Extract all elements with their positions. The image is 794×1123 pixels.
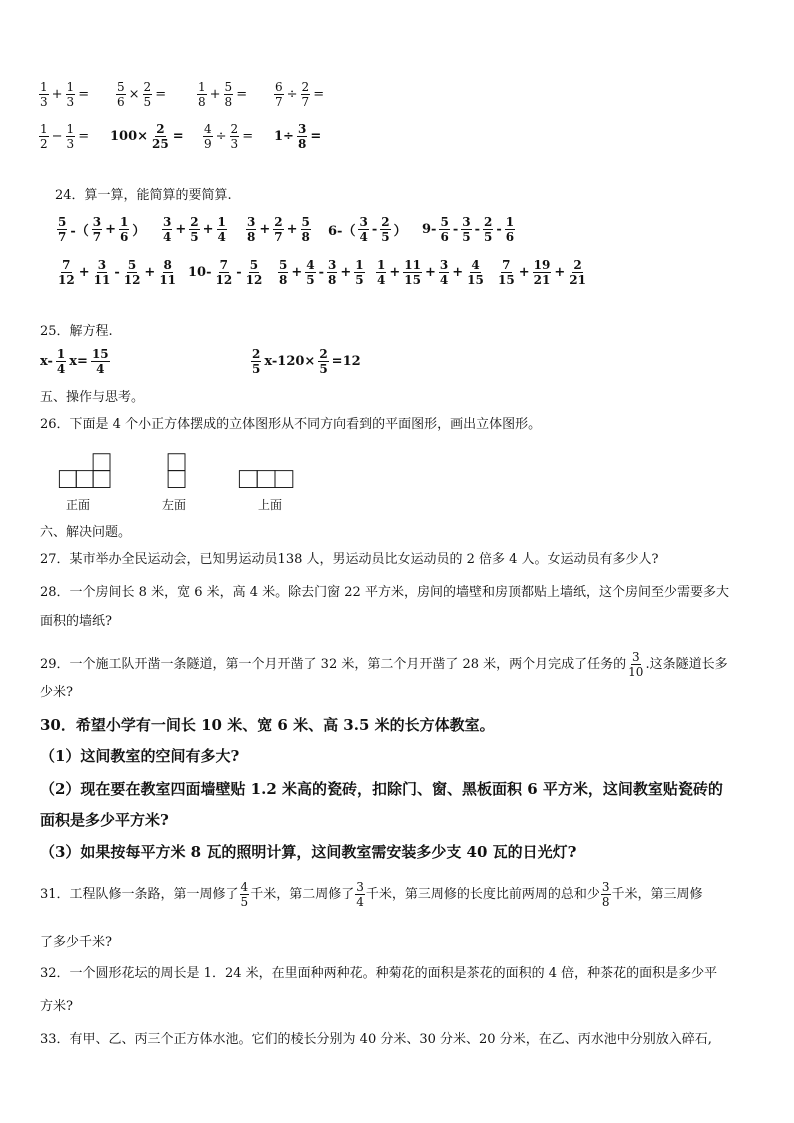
operator: + (209, 87, 221, 102)
denominator: 5 (381, 230, 390, 244)
numerator: 2 (252, 347, 261, 361)
operator: + (51, 87, 63, 102)
expression-prefix: 100× (110, 129, 149, 144)
expression-prefix: 1÷ (274, 129, 294, 144)
q23-expression (196, 80, 249, 109)
q24-expression (56, 215, 147, 244)
expression-text: ） (393, 224, 407, 239)
denominator: 3 (66, 137, 75, 151)
denominator: 5 (143, 95, 152, 109)
denominator: 15 (467, 273, 484, 287)
equals-sign: = (313, 87, 325, 102)
numerator: 3 (297, 122, 307, 136)
denominator: 15 (498, 273, 515, 287)
expression-text: + (144, 265, 156, 280)
numerator: 7 (219, 258, 229, 272)
q31-frac1-numerator: 4 (240, 880, 249, 894)
q25-title: 25．解方程. (40, 324, 113, 339)
q24-expression (326, 215, 409, 244)
q33-text: 33．有甲、乙、丙三个正方体水池。它们的棱长分别为 40 分米、30 分米、20 分米，在乙、丙水池中分别放入碎石, (40, 1032, 712, 1047)
expression-text: + (291, 265, 303, 280)
equals-sign: = (78, 87, 90, 102)
expression-text: - (452, 222, 459, 237)
numerator: 3 (163, 215, 172, 229)
left-view-figure (168, 454, 185, 488)
numerator: 1 (66, 122, 75, 136)
fraction (439, 215, 449, 244)
denominator: 12 (245, 273, 263, 287)
q29-line2: 少米? (40, 685, 73, 700)
denominator: 8 (247, 230, 256, 244)
fraction (301, 215, 311, 244)
numerator: 2 (573, 258, 582, 272)
denominator: 7 (92, 230, 102, 244)
denominator: 5 (483, 230, 493, 244)
numerator: 5 (224, 80, 233, 94)
expression-text: x-120× (264, 354, 316, 369)
numerator: 11 (404, 258, 421, 272)
fraction (358, 215, 368, 244)
equals-sign: = (155, 87, 167, 102)
numerator: 1 (198, 80, 206, 94)
numerator: 7 (502, 258, 511, 272)
denominator: 4 (163, 230, 172, 244)
numerator: 6 (275, 80, 283, 94)
top-view-caption: 上面 (258, 498, 283, 512)
q32-line1: 32．一个圆形花坛的周长是 1．24 米，在里面种两种花。种菊花的面积是茶花的面积的 4 倍，种茶花的面积是多少平 (40, 966, 718, 981)
q31-frac1-denominator: 5 (240, 895, 249, 909)
q29-frac-denominator: 10 (628, 665, 644, 679)
expression-text: - (236, 265, 242, 280)
operator: ÷ (215, 129, 227, 144)
denominator: 25 (152, 137, 169, 151)
expression-text: x- (40, 354, 53, 369)
expression-text: + (259, 222, 271, 237)
q24-expression (186, 258, 264, 287)
numerator: 1 (120, 215, 129, 229)
denominator: 7 (301, 95, 310, 109)
numerator: 5 (279, 258, 288, 272)
fraction (189, 215, 199, 244)
denominator: 3 (66, 95, 75, 109)
numerator: 2 (156, 122, 165, 136)
q24-expression (56, 258, 178, 287)
q29-text-before: 29．一个施工队开凿一条隧道，第一个月开凿了 32 米，第二个月开凿了 28 米，两个月完成了任务的 (40, 656, 627, 672)
numerator: 5 (440, 215, 449, 229)
fraction (297, 122, 307, 151)
numerator: 2 (301, 80, 310, 94)
numerator: 5 (127, 258, 137, 272)
expression-text: + (286, 222, 298, 237)
numerator: 3 (247, 215, 256, 229)
numerator: 4 (306, 258, 315, 272)
q31-fraction-2 (355, 880, 365, 909)
equals-sign: = (310, 129, 322, 144)
expression-text: + (518, 265, 530, 280)
expression-text: - (318, 265, 325, 280)
q24-expression (245, 215, 312, 244)
q23-expression (273, 80, 326, 109)
equals-sign: = (172, 129, 184, 144)
q30-part2-line1: （2）现在要在教室四面墙壁贴 1.2 米高的瓷砖，扣除门、窗、黑板面积 6 平方米，这间教室贴瓷砖的 (40, 780, 723, 798)
q24-title: 24．算一算，能简算的要简算. (55, 188, 232, 203)
denominator: 7 (275, 95, 283, 109)
fraction (217, 215, 227, 244)
denominator: 4 (377, 273, 386, 287)
q31-text-1: 31．工程队修一条路，第一周修了 (40, 886, 239, 902)
denominator: 8 (279, 273, 288, 287)
q26-text: 26．下面是 4 个小正方体摆成的立体图形从不同方向看到的平面图形，画出立体图形。 (40, 417, 542, 432)
denominator: 8 (328, 273, 337, 287)
denominator: 21 (569, 273, 586, 287)
fraction (497, 258, 516, 287)
q31-line1 (40, 880, 703, 909)
denominator: 11 (93, 273, 111, 287)
q31-frac2-denominator: 4 (356, 895, 364, 909)
fraction (66, 122, 76, 151)
fraction (273, 215, 283, 244)
expression-text: - (496, 222, 502, 237)
numerator: 2 (274, 215, 283, 229)
q30-part2-line2: 面积是多少平方米? (40, 811, 169, 829)
fraction (439, 258, 449, 287)
q31-text-3: 千米，第三周修的长度比前两周的总和少 (365, 886, 600, 902)
expression-text: + (554, 265, 566, 280)
fraction (246, 215, 256, 244)
expression-text: 6-（ (328, 224, 356, 239)
q30-title: 30．希望小学有一间长 10 米、宽 6 米、高 3.5 米的长方体教室。 (40, 716, 495, 734)
numerator: 1 (217, 215, 226, 229)
fraction (158, 258, 177, 287)
expression-text: + (175, 222, 187, 237)
denominator: 5 (319, 362, 328, 376)
denominator: 5 (252, 362, 261, 376)
expression-text: - (114, 265, 120, 280)
numerator: 7 (62, 258, 71, 272)
fraction (376, 258, 386, 287)
q29-line1 (40, 650, 728, 679)
expression-text: x= (69, 354, 88, 369)
q25-equation-1 (38, 347, 111, 376)
expression-text: =12 (331, 354, 361, 369)
q23-expression (38, 80, 91, 109)
numerator: 5 (58, 215, 67, 229)
fraction (123, 258, 142, 287)
equals-sign: = (242, 129, 254, 144)
q24-expression (420, 215, 516, 244)
q29-text-after: .这条隧道长多 (645, 656, 728, 672)
denominator: 3 (40, 95, 48, 109)
expression-text: + (424, 265, 436, 280)
denominator: 6 (120, 230, 129, 244)
numerator: 3 (439, 258, 449, 272)
expression-text: + (202, 222, 214, 237)
denominator: 8 (198, 95, 206, 109)
operator: ÷ (286, 87, 298, 102)
numerator: 4 (204, 122, 212, 136)
numerator: 2 (143, 80, 152, 94)
denominator: 5 (190, 230, 199, 244)
fraction (301, 80, 311, 109)
q30-part1: （1）这间教室的空间有多大? (40, 747, 240, 765)
numerator: 15 (91, 347, 109, 361)
numerator: 2 (319, 347, 328, 361)
expression-text: 10- (188, 265, 212, 280)
q24-expression (277, 258, 366, 287)
expression-text: + (78, 265, 90, 280)
q24-expression (496, 258, 588, 287)
fraction (39, 122, 49, 151)
fraction (39, 80, 49, 109)
denominator: 5 (355, 273, 364, 287)
q31-line2: 了多少千米? (40, 935, 112, 950)
expression-text: ） (132, 224, 146, 239)
q31-frac2-numerator: 3 (356, 880, 364, 894)
operator: − (51, 129, 63, 144)
fraction (403, 258, 422, 287)
q28-line2: 面积的墙纸? (40, 614, 112, 629)
numerator: 2 (230, 122, 239, 136)
numerator: 3 (462, 215, 471, 229)
denominator: 11 (159, 273, 177, 287)
denominator: 9 (204, 137, 212, 151)
q27-text: 27．某市举办全民运动会，已知男运动员138 人，男运动员比女运动员的 2 倍多 4 人。女运动员有多少人? (40, 552, 659, 567)
q32-line2: 方米? (40, 999, 73, 1014)
fraction (483, 215, 493, 244)
fraction (505, 215, 515, 244)
denominator: 2 (40, 137, 48, 151)
fraction (274, 80, 284, 109)
fraction (162, 215, 172, 244)
q23-expression (202, 122, 255, 151)
denominator: 4 (439, 273, 449, 287)
q24-expression (375, 258, 486, 287)
denominator: 4 (217, 230, 226, 244)
denominator: 6 (440, 230, 449, 244)
denominator: 7 (274, 230, 283, 244)
left-view-caption: 左面 (162, 498, 187, 512)
fraction (143, 80, 153, 109)
denominator: 12 (58, 273, 75, 287)
fraction (568, 258, 587, 287)
equals-sign: = (78, 129, 90, 144)
q31-text-4: 千米，第三周修 (611, 886, 703, 902)
q29-frac-numerator: 3 (631, 650, 640, 664)
fraction (197, 80, 207, 109)
q24-expression (161, 215, 228, 244)
numerator: 1 (505, 215, 515, 229)
numerator: 2 (190, 215, 199, 229)
numerator: 3 (92, 215, 102, 229)
numerator: 2 (381, 215, 390, 229)
expression-text: - (474, 222, 480, 237)
expression-text: + (340, 265, 352, 280)
front-view-figure (59, 454, 110, 488)
fraction (245, 258, 264, 287)
numerator: 19 (533, 258, 551, 272)
numerator: 8 (163, 258, 172, 272)
expression-text: + (452, 265, 464, 280)
fraction (278, 258, 288, 287)
q23-expression (272, 122, 323, 151)
fraction (93, 258, 112, 287)
fraction (116, 80, 126, 109)
q23-expression (108, 122, 186, 151)
q29-fraction (627, 650, 644, 679)
section-6-heading: 六、解决问题。 (40, 525, 132, 540)
fraction (215, 258, 234, 287)
fraction (461, 215, 471, 244)
numerator: 1 (56, 347, 66, 361)
front-view-caption: 正面 (66, 498, 91, 512)
fraction (230, 122, 240, 151)
expression-text: 9- (422, 222, 437, 237)
fraction (57, 215, 67, 244)
denominator: 4 (359, 230, 368, 244)
fraction (66, 80, 76, 109)
fraction (92, 215, 102, 244)
numerator: 1 (40, 122, 48, 136)
denominator: 12 (215, 273, 233, 287)
fraction (151, 122, 170, 151)
fraction (224, 80, 234, 109)
q31-fraction-1 (240, 880, 250, 909)
numerator: 3 (359, 215, 368, 229)
numerator: 2 (483, 215, 493, 229)
expression-text: + (389, 265, 401, 280)
denominator: 6 (505, 230, 515, 244)
expression-text: -（ (70, 224, 89, 239)
denominator: 8 (297, 137, 307, 151)
fraction (119, 215, 129, 244)
q31-frac3-denominator: 8 (601, 895, 610, 909)
denominator: 15 (404, 273, 421, 287)
expression-text: - (371, 222, 378, 237)
numerator: 1 (355, 258, 364, 272)
fraction (91, 347, 110, 376)
fraction (305, 258, 315, 287)
numerator: 4 (471, 258, 480, 272)
q25-equation-2 (250, 347, 363, 376)
denominator: 4 (56, 362, 66, 376)
denominator: 4 (96, 362, 105, 376)
top-view-figure (239, 471, 292, 488)
denominator: 3 (230, 137, 239, 151)
q30-part3: （3）如果按每平方米 8 瓦的照明计算，这间教室需安装多少支 40 瓦的日光灯? (40, 843, 577, 861)
q28-line1: 28．一个房间长 8 米，宽 6 米，高 4 米。除去门窗 22 平方米，房间的墙壁和房顶都贴上墙纸，这个房间至少需要多大 (40, 585, 729, 600)
numerator: 5 (301, 215, 310, 229)
numerator: 1 (66, 80, 75, 94)
denominator: 21 (533, 273, 551, 287)
denominator: 7 (58, 230, 67, 244)
numerator: 1 (377, 258, 386, 272)
fraction (56, 347, 66, 376)
fraction (203, 122, 213, 151)
denominator: 5 (462, 230, 471, 244)
q23-expression (115, 80, 168, 109)
q31-frac3-numerator: 3 (601, 880, 610, 894)
numerator: 5 (117, 80, 125, 94)
denominator: 8 (301, 230, 310, 244)
expression-text: + (105, 222, 117, 237)
q31-text-2: 千米，第二周修了 (250, 886, 355, 902)
operator: × (128, 87, 140, 102)
q31-fraction-3 (601, 880, 611, 909)
denominator: 12 (123, 273, 141, 287)
fraction (354, 258, 364, 287)
numerator: 3 (97, 258, 107, 272)
fraction (327, 258, 337, 287)
fraction (533, 258, 552, 287)
equals-sign: = (236, 87, 248, 102)
numerator: 1 (40, 80, 48, 94)
fraction (57, 258, 76, 287)
section-5-heading: 五、操作与思考。 (40, 390, 145, 405)
numerator: 3 (328, 258, 337, 272)
denominator: 8 (224, 95, 233, 109)
denominator: 6 (117, 95, 125, 109)
numerator: 5 (249, 258, 259, 272)
fraction (380, 215, 390, 244)
fraction (466, 258, 485, 287)
q23-expression (38, 122, 91, 151)
denominator: 5 (306, 273, 315, 287)
fraction (251, 347, 261, 376)
fraction (318, 347, 328, 376)
